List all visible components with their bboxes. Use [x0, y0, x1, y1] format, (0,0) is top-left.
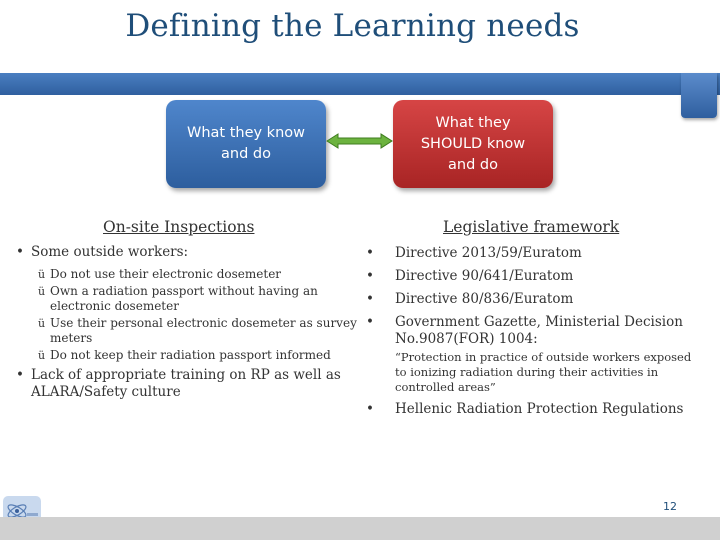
what-they-should-know-label: What they SHOULD know and do	[420, 114, 526, 173]
footer-bar	[0, 517, 720, 540]
checkmark-icon: ü	[38, 284, 46, 298]
bullet-icon: •	[366, 268, 374, 284]
what-they-should-know-box	[393, 100, 553, 188]
bullet-icon: •	[366, 314, 374, 330]
legislative-framework-heading: Legislative framework	[443, 218, 620, 236]
list-item: • Directive 2013/59/Euratom	[366, 245, 582, 261]
inspections-list	[13, 244, 358, 407]
bullet-icon: •	[366, 291, 374, 307]
bullet-icon: •	[16, 367, 24, 383]
check-item: ü Own a radiation passport without having an electronic dosemeter	[38, 283, 318, 313]
list-item: • Hellenic Radiation Protection Regulations	[366, 401, 684, 417]
legislation-list	[362, 245, 702, 424]
list-item: • Directive 80/836/Euratom	[366, 291, 574, 307]
what-they-know-label: What they know and do	[186, 125, 305, 162]
double-arrow-icon	[326, 133, 393, 149]
list-item	[13, 244, 358, 261]
bullet-icon: •	[366, 401, 374, 417]
list-item	[13, 367, 358, 401]
check-item: ü Do not use their electronic dosemeter	[38, 267, 282, 281]
check-item: ü Use their personal electronic dosemeter as survey meters	[38, 315, 357, 345]
check-list	[13, 267, 358, 363]
bullet-text: Some outside workers:	[31, 244, 189, 260]
header-band	[0, 73, 720, 95]
slide-title: Defining the Learning needs	[125, 8, 580, 44]
bullet-text: Lack of appropriate training on RP as well as ALARA/Safety culture	[31, 367, 341, 400]
decision-detail: “Protection in practice of outside workers exposed to ionizing radiation during their activities in controlled areas”	[395, 350, 692, 394]
list-item: • Directive 90/641/Euratom	[366, 268, 574, 284]
page-number: 12	[663, 500, 677, 513]
checkmark-icon: ü	[38, 316, 46, 330]
what-they-know-box	[166, 100, 326, 188]
checkmark-icon: ü	[38, 268, 46, 281]
checkmark-icon: ü	[38, 348, 46, 362]
check-item: ü Do not keep their radiation passport informed	[38, 347, 331, 362]
on-site-inspections-heading: On-site Inspections	[103, 218, 255, 236]
bullet-icon: •	[366, 245, 374, 261]
header-band-tab	[681, 73, 717, 118]
bullet-icon: •	[16, 244, 24, 260]
list-item: • Government Gazette, Ministerial Decision No.9087(FOR) 1004: “Protection in practice of outside workers exposed to ionizing radiation during their activities in controlled areas”	[362, 314, 702, 395]
